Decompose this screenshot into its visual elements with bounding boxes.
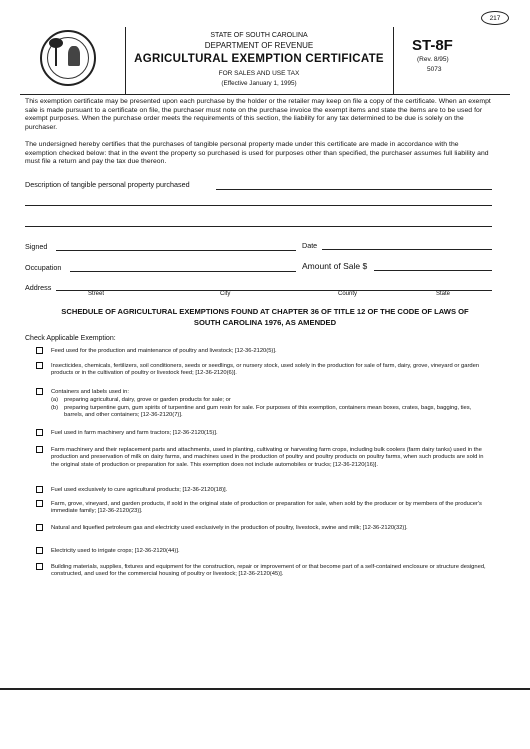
page-number-badge: 217 xyxy=(481,11,509,25)
page-bottom-rule xyxy=(0,688,530,690)
exemption-text-gas-electricity: Natural and liquefied petroleum gas and electricity used exclusively in the production of poultry, livestock, swine and milk; [12-36-2120(32)]. xyxy=(51,525,408,531)
revision: (Rev. 8/95) xyxy=(417,56,449,63)
containers-sub-a-text: preparing agricultural, dairy, grove or garden products for sale; or xyxy=(64,397,231,403)
form-subtitle: FOR SALES AND USE TAX xyxy=(218,70,300,77)
amount-label: Amount of Sale $ xyxy=(302,261,368,271)
containers-sub-a-label: (a) xyxy=(51,397,59,403)
exemption-text-farm-machinery: Farm machinery and their replacement parts and attachments, used in planting, cultivating or harvesting farm crops, including bulk coolers (farm dairy tanks) used in the production and preservation of milk on dairy farms, and machines used in the production of poultry and poultry products on poultry farms, when such products are sold in the original state of production or preparation for sale. This exemption does not include automobiles or trucks; [12-36-2120(16)]. xyxy=(51,447,484,468)
exemption-checkbox-insecticides[interactable] xyxy=(36,362,43,369)
header-divider-right xyxy=(393,27,394,95)
form-number: ST-8F xyxy=(412,37,453,54)
address-line[interactable] xyxy=(56,290,492,291)
form-code: 5073 xyxy=(427,66,442,73)
exemption-text-feed: Feed used for the production and maintenance of poultry and livestock; [12-36-2120(5)]. xyxy=(51,348,277,354)
exemption-checkbox-containers[interactable] xyxy=(36,388,43,395)
exemption-text-fuel-cure: Fuel used exclusively to cure agricultural products; [12-36-2120(18)]. xyxy=(51,487,228,493)
containers-sub-b-label: (b) xyxy=(51,405,59,411)
department-name: DEPARTMENT OF REVENUE xyxy=(204,41,314,50)
exemption-checkbox-fuel-machinery[interactable] xyxy=(36,429,43,436)
exemption-checkbox-irrigation[interactable] xyxy=(36,547,43,554)
state-seal-icon xyxy=(40,30,96,86)
date-line[interactable] xyxy=(322,249,492,250)
exemption-checkbox-gas-electricity[interactable] xyxy=(36,524,43,531)
state-caption: State xyxy=(436,291,451,297)
exemption-checkbox-feed[interactable] xyxy=(36,347,43,354)
exemption-text-insecticides: Insecticides, chemicals, fertilizers, soil conditioners, seeds or seedlings, or nursery stock, used solely in the production for sale of farm, dairy, grove, vineyard or garden products or in the cultivation of poultry or livestock feed; [12-36-2120(6)]. xyxy=(51,363,480,377)
street-caption: Street xyxy=(88,291,105,297)
exemption-checkbox-fuel-cure[interactable] xyxy=(36,486,43,493)
exemption-checkbox-farm-machinery[interactable] xyxy=(36,446,43,453)
signed-line[interactable] xyxy=(56,250,296,251)
date-label: Date xyxy=(302,241,318,250)
schedule-heading-line-2: SOUTH CAROLINA 1976, AS AMENDED xyxy=(193,318,337,327)
intro-paragraph-2: The undersigned hereby certifies that the purchases of tangible personal property made under this certificate are made in accordance with the exemption checked below: that in the event the property so purchased is used for purposes other than specified, the purchaser assumes full liability and must file a return and pay the tax due thereon. xyxy=(25,141,489,166)
amount-line[interactable] xyxy=(374,270,492,271)
containers-sub-b-text: preparing turpentine gum, gum spirits of turpentine and gum resin for sale. For purposes of this exemption, containers mean boxes, crates, bags, bagging, ties, barrels, and other containers; [12-36-2120(7)]. xyxy=(64,405,472,419)
schedule-heading-line-1: SCHEDULE OF AGRICULTURAL EXEMPTIONS FOUND AT CHAPTER 36 OF TITLE 12 OF THE CODE OF LAWS OF xyxy=(61,307,469,316)
description-line-3[interactable] xyxy=(25,226,492,227)
header-bottom-rule xyxy=(20,94,510,95)
description-line-1[interactable] xyxy=(216,189,492,190)
exemption-text-containers: Containers and labels used in: xyxy=(51,389,129,395)
exemption-checkbox-farm-products[interactable] xyxy=(36,500,43,507)
state-name: STATE OF SOUTH CAROLINA xyxy=(210,32,308,39)
exemption-text-farm-products: Farm, grove, vineyard, and garden products, if sold in the original state of production or preparation for sale, when sold by the producer or by members of the producer's immediate family; [12-36-2120(23)]. xyxy=(51,501,482,515)
exemption-text-irrigation: Electricity used to irrigate crops; [12-36-2120(44)]. xyxy=(51,548,180,554)
description-label: Description of tangible personal property purchased xyxy=(25,180,190,189)
form-title: AGRICULTURAL EXEMPTION CERTIFICATE xyxy=(134,53,384,65)
signed-label: Signed xyxy=(25,242,48,251)
exemption-text-building-materials: Building materials, supplies, fixtures and equipment for the construction, repair or improvement of or that become part of a self-contained enclosure or structure designed, constructed, and used for the commercial housing of poultry or livestock; [12-36-2120(45)]. xyxy=(51,564,486,578)
exemption-text-fuel-machinery: Fuel used in farm machinery and farm tractors; [12-36-2120(15)]. xyxy=(51,430,218,436)
check-applicable-label: Check Applicable Exemption: xyxy=(25,335,116,342)
description-line-2[interactable] xyxy=(25,205,492,206)
exemption-checkbox-building-materials[interactable] xyxy=(36,563,43,570)
occupation-label: Occupation xyxy=(25,263,62,272)
county-caption: County xyxy=(338,291,358,297)
intro-paragraph-1: This exemption certificate may be presented upon each purchase by the holder or the retailer may keep on file a copy of the certificate. When an exempt sale is made pursuant to a certificate on file, the purchaser must note on the purchase invoice the exempt items and state the items are to be used for exempt purposes. When the purchase order meets the requirements of this section, the liability for any tax determined to be due is solely on the purchaser. xyxy=(25,98,491,131)
city-caption: City xyxy=(220,291,231,297)
effective-date: (Effective January 1, 1995) xyxy=(221,80,297,87)
address-label: Address xyxy=(25,283,52,292)
occupation-line[interactable] xyxy=(70,271,296,272)
